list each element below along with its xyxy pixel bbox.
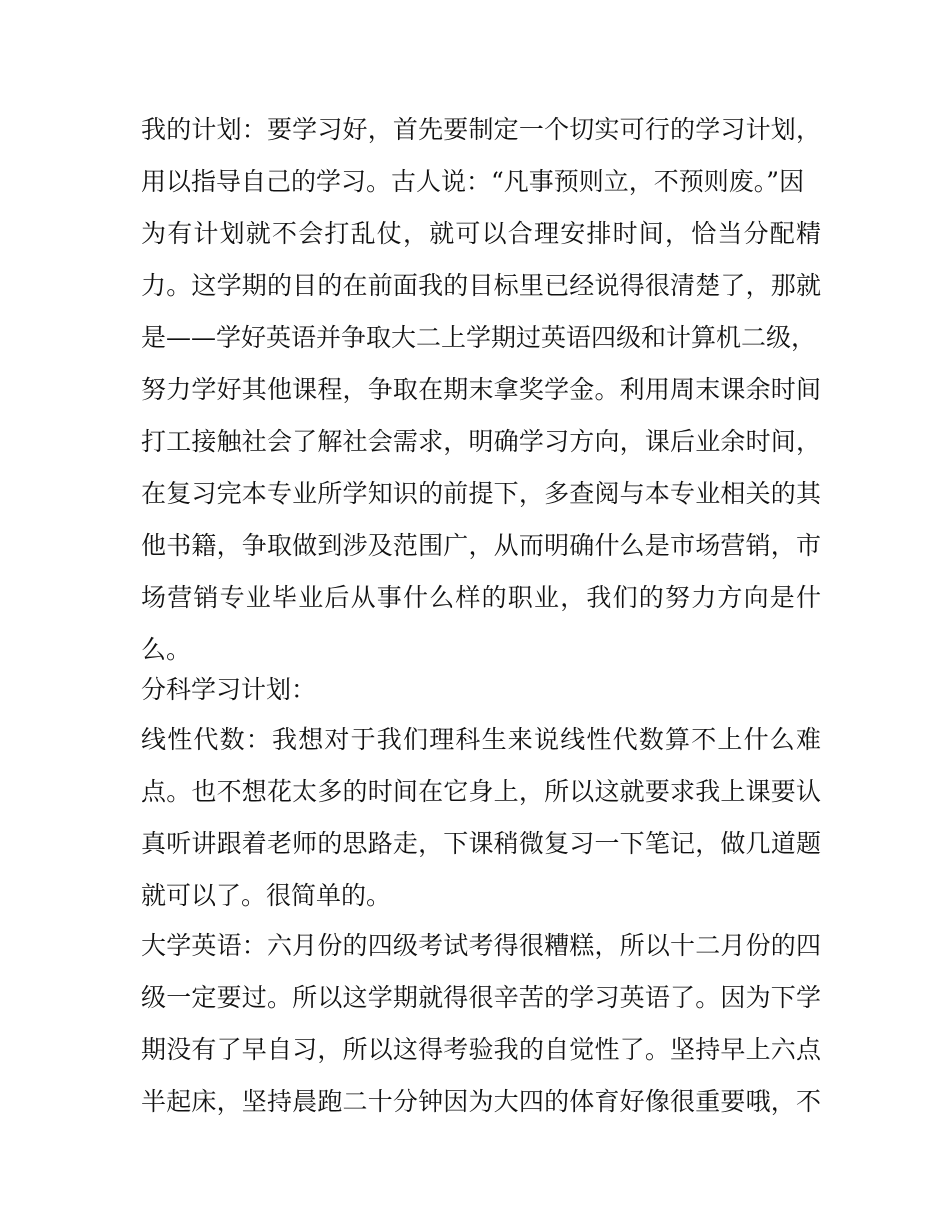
- text-line: 他书籍，争取做到涉及范围广，从而明确什么是市场营销，市: [141, 531, 821, 560]
- text-line: 真听讲跟着老师的思路走，下课稍微复习一下笔记，做几道题: [141, 829, 821, 858]
- text-line: 为有计划就不会打乱仗，就可以合理安排时间，恰当分配精: [141, 219, 821, 248]
- text-line: 级一定要过。所以这学期就得很辛苦的学习英语了。因为下学: [141, 983, 821, 1012]
- text-line: 线性代数：我想对于我们理科生来说线性代数算不上什么难: [141, 725, 821, 754]
- text-line: 打工接触社会了解社会需求，明确学习方向，课后业余时间，: [141, 427, 821, 456]
- text-line: 在复习完本专业所学知识的前提下，多查阅与本专业相关的其: [141, 479, 821, 508]
- text-line: 么。: [141, 635, 192, 664]
- text-line: 力。这学期的目的在前面我的目标里已经说得很清楚了，那就: [141, 271, 821, 300]
- text-line: 努力学好其他课程，争取在期末拿奖学金。利用周末课余时间: [141, 375, 821, 404]
- text-line: 场营销专业毕业后从事什么样的职业，我们的努力方向是什: [141, 583, 821, 612]
- text-line: 半起床，坚持晨跑二十分钟因为大四的体育好像很重要哦，不: [141, 1087, 821, 1116]
- text-line: 就可以了。很简单的。: [141, 881, 392, 910]
- text-line: 期没有了早自习，所以这得考验我的自觉性了。坚持早上六点: [141, 1035, 821, 1064]
- text-line: 我的计划：要学习好，首先要制定一个切实可行的学习计划，: [141, 115, 821, 144]
- section-heading: 分科学习计划：: [141, 675, 317, 704]
- text-line: 用以指导自己的学习。古人说：“凡事预则立，不预则废。”因: [141, 167, 805, 196]
- text-line: 大学英语：六月份的四级考试考得很糟糕，所以十二月份的四: [141, 931, 821, 960]
- text-line: 点。也不想花太多的时间在它身上，所以这就要求我上课要认: [141, 777, 821, 806]
- text-line: 是——学好英语并争取大二上学期过英语四级和计算机二级，: [141, 323, 817, 352]
